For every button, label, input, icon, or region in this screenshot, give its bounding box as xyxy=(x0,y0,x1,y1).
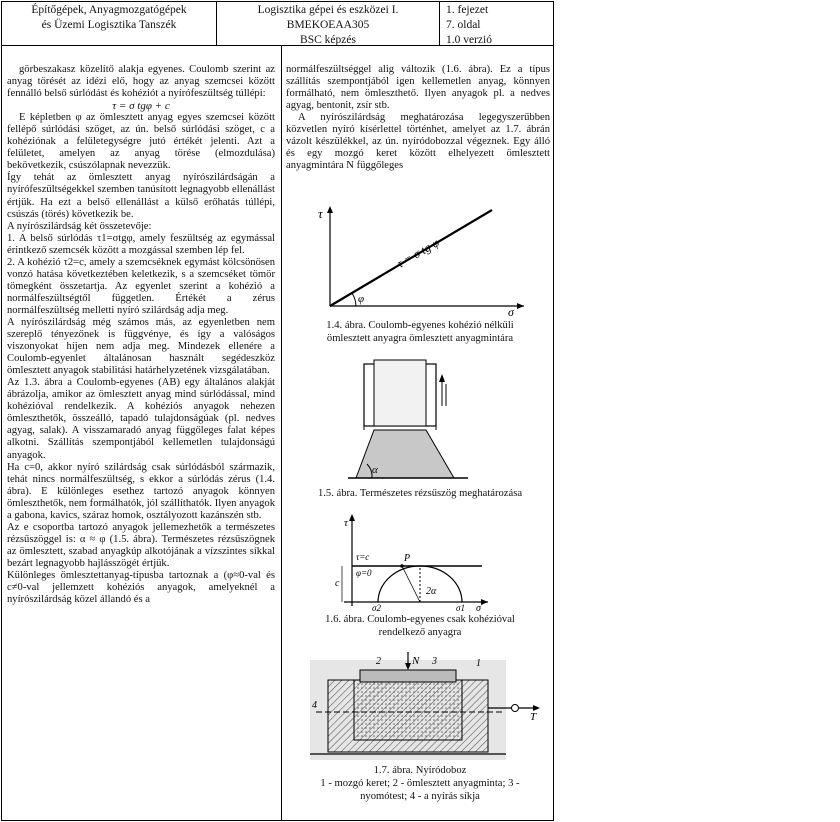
paragraph: 1. A belső súrlódás τ1=σtgφ, amely feszültség az egymással érintkező szemcsék között a mozgással szemben lép fel. xyxy=(7,232,275,256)
page-number: 7. oldal xyxy=(446,19,481,31)
version-label: 1.0 verzió xyxy=(446,34,492,46)
paragraph: görbeszakasz közelítő alakja egyenes. Coulomb szerint az anyag törését az idézi elő, hogy az anyag szemcsei között fennálló belső súrlódást és kohéziót a nyírófeszültség túllépi: xyxy=(7,64,275,100)
figure-1-4-diagram xyxy=(314,202,526,318)
paragraph: Az e csoportba tartozó anyagok jellemezhetők a természetes rézsűszöggel is: α ≈ φ (1.5. ábra). Természetes rézsűszögnek az ömlesztett, szabad anyagkúp alkotójának a vízszintes síkkal bezárt legnagyobb hajlásszögét értjük. xyxy=(7,521,275,569)
course-title: Logisztika gépei és eszközei I. xyxy=(257,4,399,16)
department-line-2: és Üzemi Logisztika Tanszék xyxy=(41,19,177,31)
course-code: BMEKOEAA305 xyxy=(286,19,370,31)
normal-force-label: N xyxy=(412,655,420,667)
line-equation-label: τ = σ tg φ xyxy=(394,235,442,271)
column-divider xyxy=(281,46,282,820)
tau-equals-c-label: τ=c xyxy=(356,552,370,562)
coulomb-formula: τ = σ tgφ + c xyxy=(112,100,170,113)
two-alpha-label: 2α xyxy=(426,586,437,597)
part-label-2: 2 xyxy=(376,656,381,667)
figure-1-7-diagram xyxy=(308,650,542,762)
figure-1-6-caption xyxy=(292,613,548,639)
sigma-axis-label: σ xyxy=(476,603,481,612)
figure-1-4-caption xyxy=(292,319,548,345)
right-column xyxy=(286,64,550,172)
header-meta xyxy=(440,2,554,45)
caption-line: 1.6. ábra. Coulomb-egyenes csak kohézióval xyxy=(325,614,515,625)
part-label-4: 4 xyxy=(312,700,317,711)
phi-zero-label: φ=0 xyxy=(356,568,372,578)
figure-1-5-caption: 1.5. ábra. Természetes rézsűszög meghatározása xyxy=(317,488,523,499)
paragraph: Különleges ömlesztettanyag-típusba tartoznak a (φ≈0-val és c≠0-val jellemzett kohéziós anyagok, amelyeknél a nyírószilárdság közel állandó és a xyxy=(7,569,275,606)
paragraph: Az 1.3. ábra a Coulomb-egyenes (AB) egy általános alakját ábrázolja, amikor az ömlesztett anyag mind súrlódással, mind kohézióval rendelkezik. A kohéziós anyagok nehezen ömleszthetők, összeálló, tapadó tulajdonságúak (pl. nedves agyag, salak). A visszamaradó anyag függőleges falat képes alkotni. Szállítás szempontjából kellemetlen tulajdonságú anyagok. xyxy=(7,377,275,461)
left-column xyxy=(7,64,275,606)
point-p-label: P xyxy=(404,553,411,564)
header-course xyxy=(217,2,440,45)
page-body xyxy=(1,46,554,821)
sigma2-label: σ2 xyxy=(372,603,381,612)
paragraph: A nyírószilárdság két összetevője: xyxy=(7,220,152,232)
part-label-1: 1 xyxy=(476,658,481,669)
caption-line: nyomótest; 4 - a nyírás síkja xyxy=(360,791,480,802)
paragraph: A nyírószilárdság meghatározása legegyszerűbben közvetlen nyíró kísérlettel történhet, amelyet az 1.7. ábrán vázolt készülékkel, az ún. nyíródobozzal végeznek. Egy álló és egy mozgó keret között elhelyezett ömlesztett anyagmintára N függőleges xyxy=(286,112,550,172)
paragraph: Ha c=0, akkor nyíró szilárdság csak súrlódásból származik, tehát nincs normálfeszültség, s ekkor a súrlódás zérus (1.4. ábra). E különleges esethez tartozó anyagok könnyen ömleszthetők, nem formálhatók, jól szállíthatók. Ilyen anyagok a gabona, kavics, száraz homok, osztályozott kazánszén stb. xyxy=(7,461,276,521)
alpha-angle-label: α xyxy=(372,464,378,476)
course-level: BSC képzés xyxy=(300,34,356,46)
sigma1-label: σ1 xyxy=(456,603,465,612)
page-header xyxy=(1,1,554,46)
chapter-label: 1. fejezet xyxy=(446,4,489,16)
figure-1-5-diagram xyxy=(346,358,470,482)
phi-angle-label: φ xyxy=(358,293,365,305)
paragraph: A nyírószilárdság még számos más, az egyenletben nem szereplő tényezőnek is függvénye, és így a valóságos viszonyokat híjen nem adja meg. Mindezek ellenére a Coulomb-egyenlet általánosan használt segédeszköz ömlesztett anyagok stabilitási határhelyzetének vizsgálatában. xyxy=(7,316,275,377)
shear-force-label: T xyxy=(530,711,537,723)
paragraph: 2. A kohézió τ2=c, amely a szemcséknek egymást kölcsönösen vonzó hatása következtében keletkezik, s a szemcséket tömör tömegként összetartja. Az egyenlet szerint a kohézió a normálfeszültségtől független. Értékét a zérus normálfeszültség melletti nyíró szilárdság adja meg. xyxy=(7,256,275,316)
figure-1-7-caption xyxy=(292,764,548,803)
caption-line: 1.7. ábra. Nyíródoboz xyxy=(373,765,467,776)
paragraph: normálfeszültséggel alig változik (1.6. ábra). Ez a típus szállítás szempontjából igen kellemetlen anyag, könnyen formálható, nem ömleszthető. Ilyen anyagok pl. a nedves agyag, bentonit, zsír stb. xyxy=(286,64,550,112)
tau-axis-label: τ xyxy=(318,206,323,221)
caption-line: 1.4. ábra. Coulomb-egyenes kohézió nélküli xyxy=(326,320,514,331)
figure-1-6-diagram xyxy=(332,512,492,612)
sigma-axis-label: σ xyxy=(508,305,514,318)
caption-line: 1 - mozgó keret; 2 - ömlesztett anyagminta; 3 - xyxy=(320,778,520,789)
header-department xyxy=(2,2,217,45)
caption-line: ömlesztett anyagra ömlesztett anyagmintára xyxy=(326,333,514,344)
paragraph: Így tehát az ömlesztett anyag nyírószilárdságán a nyírófeszültségekkel szemben tanúsított legnagyobb ellenállást értjük. Ha ezt a belső ellenállást a külső erőhatás túllépi, csúszás (törés) következik be. xyxy=(7,172,275,220)
part-label-3: 3 xyxy=(432,656,437,667)
caption-line: rendelkező anyagra xyxy=(378,627,462,638)
tau-axis-label: τ xyxy=(344,517,348,529)
paragraph: E képletben φ az ömlesztett anyag egyes szemcsei között fellépő súrlódási szöget, az ún. belső súrlódási szöget, c a kohéziónak a felületegységre jutó értékét jelenti. Azt a felületet, amelyen az anyag törése (elmozdulása) bekövetkezik, csúszólapnak nevezzük. xyxy=(7,112,275,172)
cohesion-c-label: c xyxy=(335,578,340,589)
department-line-1: Építőgépek, Anyagmozgatógépek xyxy=(31,4,187,16)
